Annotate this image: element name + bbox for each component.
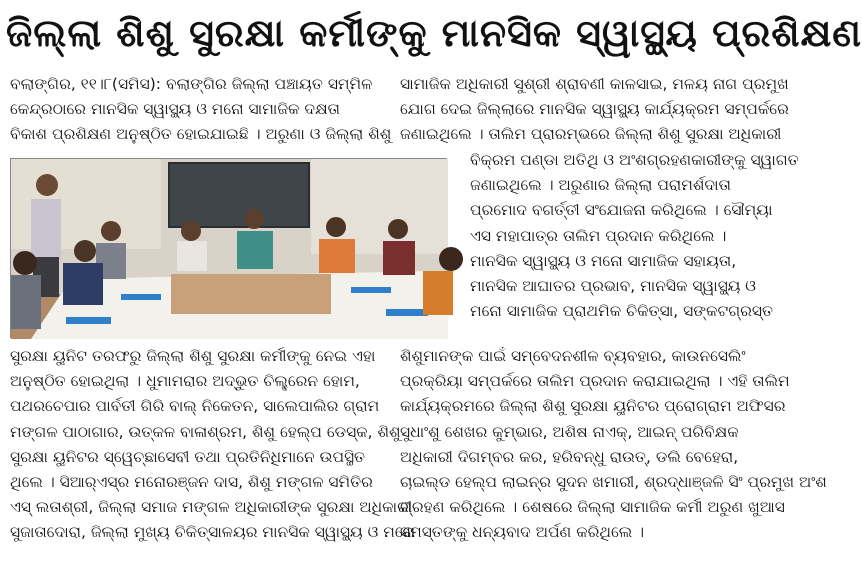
photo-person-head (74, 240, 96, 262)
photo-tv-screen (169, 163, 309, 227)
article-column-right-middle (470, 148, 799, 324)
photo-folder (351, 287, 391, 293)
photo-person-head (244, 209, 264, 229)
article-line: ଗ୍ରହଣ କରିଥିଲେ । ଶେଷରେ ଜିଲ୍ଲା ସାମାଜିକ କର୍ମୀ ଅରୁଣ ଖୁଆସ (400, 498, 785, 517)
article-line: କେନ୍ଦ୍ରଠାରେ ମାନସିକ ସ୍ୱାସ୍ଥ୍ୟ ଓ ମନୋ ସାମାଜିକ ଦକ୍ଷତା (10, 100, 340, 119)
article-column-left-top (10, 72, 392, 148)
photo-person-head (13, 251, 37, 275)
article-line: ମଙ୍ଗଳ ପାଠାଗାର, ଉତ୍କଳ ବାଳାଶ୍ରମ, ଶିଶୁ ହେଲ୍ପ ଡେସ୍କ, ଶିଶୁ (10, 422, 401, 441)
news-photo (10, 158, 447, 338)
article-line: ପ୍ରକ୍ରିୟା ସମ୍ପର୍କରେ ତାଲିମ ପ୍ରଦାନ କରାଯାଇଥିଲା । ଏହି ତାଲିମ (400, 372, 790, 391)
article-column-right-bottom (400, 344, 827, 546)
photo-person-body (63, 263, 103, 305)
article-line: ଶିଶୁମାନଙ୍କ ପାଇଁ ସମ୍ବେଦନଶୀଳ ବ୍ୟବହାର, କାଉନସେଲିଂ (400, 347, 746, 365)
photo-person-head (388, 219, 408, 239)
headline: ଜିଲ୍ଲା ଶିଶୁ ସୁରକ୍ଷା କର୍ମୀଙ୍କୁ ମାନସିକ ସ୍ୱାସ୍ଥ୍ୟ ପ୍ରଶିକ୍ଷଣ (6, 11, 862, 55)
article-line: ଅଧିକାରୀ ଦିଗମ୍ବର କର, ହରିବନ୍ଧୁ ରାଉତ୍, ଡଲି ବେହେରା, (400, 447, 739, 466)
training-session-photo (11, 159, 448, 339)
article-line: ମନୋ ସାମାଜିକ ପ୍ରାଥମିକ ଚିକିତ୍ସା, ସଙ୍କଟଗ୍ରସ୍ତ (470, 302, 774, 321)
article-line: ମାନସିକ ଆଘାତର ପ୍ରଭାବ, ମାନସିକ ସ୍ୱାସ୍ଥ୍ୟ ଓ (470, 276, 756, 295)
photo-person-body (177, 241, 207, 271)
article-column-left-bottom (10, 344, 416, 546)
photo-speaker-head (36, 174, 58, 196)
article-line: ସୁରକ୍ଷା ୟୁନିଟ ତରଫରୁ ଜିଲ୍ଲା ଶିଶୁ ସୁରକ୍ଷା କର୍ମୀଙ୍କୁ ନେଇ ଏହା (10, 347, 376, 365)
photo-table-centre (171, 274, 331, 314)
article-line: ସୁରକ୍ଷା ୟୁନିଟର ସ୍ୱେଚ୍ଛାସେବୀ ତଥା ପ୍ରତିନିଧିମାନେ ଉପସ୍ଥିତ (10, 447, 366, 466)
photo-person-body (423, 271, 453, 315)
photo-person-body (383, 241, 415, 275)
article-line: ସାମାଜିକ ଅଧିକାରୀ ସୁଶ୍ରୀ ଶ୍ରାବଣୀ କାଳସାଇ, ମଳୟ ନାଗ ପ୍ରମୁଖ (400, 75, 789, 93)
photo-folder (66, 317, 111, 324)
photo-person-body (319, 239, 355, 273)
photo-folder (386, 309, 428, 316)
photo-person-head (101, 221, 121, 241)
article-line: କାର୍ଯ୍ୟକ୍ରମରେ ଜିଲ୍ଲା ଶିଶୁ ସୁରକ୍ଷା ୟୁନିଟର ପ୍ରୋଗ୍ରାମ ଅଫିସର (400, 397, 786, 416)
photo-person-head (439, 247, 463, 271)
article-line: ଏସ୍ ଲତାଶ୍ରୀ, ଜିଲ୍ଲା ସମାଜ ମଙ୍ଗଳ ଅଧିକାରୀଙ୍କ ସୁରକ୍ଷା ଅଧିକାରୀ (10, 498, 413, 517)
article-line: ଏସ ମହାପାତ୍ର ତାଲିମ ପ୍ରଦାନ କରିଥିଲେ । (470, 226, 727, 245)
article-line: ସମସ୍ତଙ୍କୁ ଧନ୍ୟବାଦ ଅର୍ପଣ କରିଥିଲେ । (400, 523, 645, 542)
article-line: ଅନୁଷ୍ଠିତ ହୋଇଥିଲା । ଧୁମାମରାର ଅଦ୍ଭୁତ ଚିଲ୍ଡ୍ରେନ ହୋମ, (10, 372, 360, 391)
article-line: ଯୋଗ ଦେଇ ଜିଲ୍ଲାରେ ମାନସିକ ସ୍ୱାସ୍ଥ୍ୟ କାର୍ଯ୍ୟକ୍ରମ ସମ୍ପର୍କରେ (400, 100, 789, 119)
article-line: ଥିଲେ । ସିଆର୍‌ଏସ୍‌ର ମନୋରଞ୍ଜନ ଦାସ, ଶିଶୁ ମଙ୍ଗଳ ସମିତିର (10, 472, 373, 491)
article-line: ବିକାଶ ପ୍ରଶିକ୍ଷଣ ଅନୁଷ୍ଠିତ ହୋଇଯାଇଛି । ଅରୁଣା ଓ ଜିଲ୍ଲା ଶିଶୁ (10, 125, 392, 144)
photo-person-body (237, 231, 273, 269)
article-line: ପଥରଚେପାର ପାର୍ବତୀ ଗିରି ବାଲ୍ ନିକେତନ, ସାଲେପାଲିର ଗ୍ରାମ (10, 397, 380, 416)
photo-person-body (11, 275, 41, 329)
article-line: ସୁଜାତାଦୋରା, ଜିଲ୍ଲା ମୁଖ୍ୟ ଚିକିତ୍ସାଳୟର ମାନସିକ ସ୍ୱାସ୍ଥ୍ୟ ଓ ମନୋ (10, 523, 416, 542)
article-line: ଜଣାଇଥିଲେ । ଅରୁଣାର ଜିଲ୍ଲା ପରାମର୍ଶଦାତା (470, 176, 731, 195)
article-line: ସୁଧାଂଶୁ ଶେଖର କୁମ୍ଭାର, ଅଶିଷ ନାଏକ୍, ଆଇନ୍ ପରିବିକ୍ଷକ (400, 422, 739, 441)
article-line: ବଲାଙ୍ଗିର, ୧୧।୮(ସମିସ): ବଲାଙ୍ଗିର ଜିଲ୍ଲା ପଞ୍ଚାୟତ ସମ୍ମିଳ (10, 75, 373, 93)
photo-folder (121, 294, 161, 300)
article-line: ଜଣାଇଥିଲେ । ତାଲିମ ପ୍ରାରମ୍ଭରେ ଜିଲ୍ଲା ଶିଶୁ ସୁରକ୍ଷା ଅଧିକାରୀ (400, 125, 782, 144)
photo-speaker-shirt (31, 199, 61, 259)
article-line: ମାନସିକ ସ୍ୱାସ୍ଥ୍ୟ ଓ ମନୋ ସାମାଜିକ ସହାୟତା, (470, 251, 737, 270)
photo-person-head (326, 217, 346, 237)
article-line: ବିକ୍ରମ ପଣ୍ଡା ଅତିଥି ଓ ଅଂଶଗ୍ରହଣକାରୀଙ୍କୁ ସ୍ୱାଗତ (470, 151, 799, 169)
photo-person-head (181, 221, 201, 241)
article-column-right-top (400, 72, 789, 148)
article-line: ପ୍ରମୋଦ ବଗର୍ତ୍ତୀ ସଂଯୋଜନା କରିଥିଲେ । ସୌମ୍ୟା (470, 201, 773, 220)
article-line: ଚାଇଲ୍ଡ ହେଲ୍ପ ଲାଇନ୍‌ର ସୁଦନ ଖମାରୀ, ଶ୍ରଦ୍ଧାଞ୍ଜଳି ସିଂ ପ୍ରମୁଖ ଅଂଶ (400, 472, 827, 491)
